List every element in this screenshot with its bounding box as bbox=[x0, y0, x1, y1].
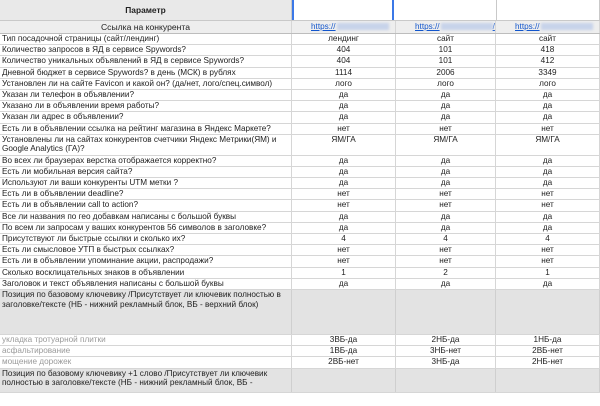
competitor-value-2[interactable]: 4 bbox=[396, 234, 496, 244]
competitor-link-1[interactable] bbox=[292, 21, 396, 33]
competitor-value-2[interactable]: да bbox=[396, 156, 496, 166]
link-suffix-2: / bbox=[492, 22, 495, 31]
parameter-label[interactable]: Указан ли телефон в объявлении? bbox=[0, 90, 292, 100]
competitor-value-1[interactable]: да bbox=[292, 156, 396, 166]
competitor-value-1[interactable]: нет bbox=[292, 256, 396, 266]
table-row bbox=[0, 256, 600, 267]
competitor-value-2[interactable]: 2 bbox=[396, 268, 496, 278]
table-row bbox=[0, 45, 600, 56]
competitor-value-2[interactable]: 3НБ-да bbox=[396, 357, 496, 367]
table-row bbox=[0, 34, 600, 45]
table-row bbox=[0, 369, 600, 393]
competitor-value-3[interactable]: 1НБ-да bbox=[496, 335, 600, 345]
competitor-value-2[interactable]: сайт bbox=[396, 34, 496, 44]
parameter-label[interactable]: Позиция по базовому ключевику /Присутствует ли ключевик полностью в заголовке/тексте (НБ - нижний рекламный блок, ВБ - верхний блок) bbox=[0, 290, 292, 334]
parameter-label[interactable]: Используют ли ваши конкуренты UTM метки ? bbox=[0, 178, 292, 188]
table-row bbox=[0, 357, 600, 368]
competitor-value-1[interactable] bbox=[292, 290, 396, 334]
parameter-label[interactable]: Присутствуют ли быстрые ссылки и сколько их? bbox=[0, 234, 292, 244]
parameter-label[interactable]: Установлены ли на сайтах конкурентов счетчики Яндекс Метрики(ЯМ) и Google Analytics (ГА)? bbox=[0, 135, 292, 155]
competitor-value-3[interactable]: да bbox=[496, 279, 600, 289]
competitor-link-2[interactable] bbox=[396, 21, 496, 33]
competitor-value-3[interactable]: да bbox=[496, 90, 600, 100]
competitor-value-1[interactable]: 404 bbox=[292, 56, 396, 66]
competitor-value-2[interactable]: нет bbox=[396, 200, 496, 210]
parameter-label[interactable]: Все ли названия по гео добавкам написаны с большой буквы bbox=[0, 212, 292, 222]
table-row bbox=[0, 135, 600, 156]
competitor-value-1[interactable] bbox=[292, 369, 396, 392]
competitor-value-1[interactable]: нет bbox=[292, 200, 396, 210]
parameter-label[interactable]: Есть ли в объявлении call to action? bbox=[0, 200, 292, 210]
competitor-value-1[interactable]: да bbox=[292, 112, 396, 122]
parameter-label[interactable]: Установлен ли на сайте Favicon и какой он? (да/нет, лого/спец.символ) bbox=[0, 79, 292, 89]
competitor-value-2[interactable]: ЯМ/ГА bbox=[396, 135, 496, 155]
table-row bbox=[0, 189, 600, 200]
parameter-label[interactable]: Дневной бюджет в сервисе Spywords? в день (МСК) в рублях bbox=[0, 68, 292, 78]
parameter-label[interactable]: Есть ли в объявлении deadline? bbox=[0, 189, 292, 199]
competitor-value-1[interactable]: да bbox=[292, 223, 396, 233]
competitor-value-2[interactable]: да bbox=[396, 212, 496, 222]
header-cell-3[interactable] bbox=[497, 0, 600, 20]
table-row bbox=[0, 346, 600, 357]
competitor-value-1[interactable]: 1 bbox=[292, 268, 396, 278]
competitor-value-1[interactable]: 2ВБ-нет bbox=[292, 357, 396, 367]
competitor-value-3[interactable]: 412 bbox=[496, 56, 600, 66]
selected-header-cell[interactable] bbox=[292, 0, 394, 20]
header-cell-2[interactable] bbox=[394, 0, 497, 20]
table-row bbox=[0, 156, 600, 167]
competitor-value-3[interactable]: 1 bbox=[496, 268, 600, 278]
table-row bbox=[0, 279, 600, 290]
competitor-value-3[interactable]: да bbox=[496, 156, 600, 166]
table-row bbox=[0, 335, 600, 346]
table-row bbox=[0, 79, 600, 90]
competitor-value-1[interactable]: лого bbox=[292, 79, 396, 89]
redacted-url-1 bbox=[337, 23, 389, 30]
table-row bbox=[0, 90, 600, 101]
parameter-label[interactable]: Есть ли мобильная версия сайта? bbox=[0, 167, 292, 177]
parameter-label[interactable]: укладка тротуарной плитки bbox=[0, 335, 292, 345]
table-row bbox=[0, 290, 600, 335]
competitor-value-3[interactable] bbox=[496, 369, 600, 392]
competitor-value-2[interactable]: нет bbox=[396, 189, 496, 199]
parameter-label[interactable]: Количество уникальных объявлений в ЯД в сервисе Spywords? bbox=[0, 56, 292, 66]
table-row bbox=[0, 223, 600, 234]
competitor-value-3[interactable]: сайт bbox=[496, 34, 600, 44]
competitor-value-2[interactable]: нет bbox=[396, 124, 496, 134]
competitor-value-2[interactable]: да bbox=[396, 279, 496, 289]
table-row bbox=[0, 178, 600, 189]
competitor-value-3[interactable]: да bbox=[496, 223, 600, 233]
competitor-value-1[interactable]: да bbox=[292, 178, 396, 188]
competitor-value-3[interactable]: лого bbox=[496, 79, 600, 89]
competitor-value-2[interactable] bbox=[396, 290, 496, 334]
competitor-value-1[interactable]: да bbox=[292, 279, 396, 289]
competitor-value-2[interactable]: да bbox=[396, 112, 496, 122]
competitor-value-3[interactable]: да bbox=[496, 178, 600, 188]
competitor-value-2[interactable]: 101 bbox=[396, 45, 496, 55]
redacted-url-2 bbox=[441, 23, 493, 30]
competitor-value-1[interactable]: 3ВБ-да bbox=[292, 335, 396, 345]
parameter-label[interactable]: Во всех ли браузерах верстка отображается корректно? bbox=[0, 156, 292, 166]
competitor-link-3[interactable] bbox=[496, 21, 600, 33]
competitor-value-3[interactable]: нет bbox=[496, 245, 600, 255]
competitor-value-3[interactable]: да bbox=[496, 112, 600, 122]
competitor-value-3[interactable]: 3349 bbox=[496, 68, 600, 78]
competitor-value-3[interactable]: да bbox=[496, 101, 600, 111]
competitor-value-1[interactable]: ЯМ/ГА bbox=[292, 135, 396, 155]
parameter-label[interactable]: Количество запросов в ЯД в сервисе Spywords? bbox=[0, 45, 292, 55]
parameter-label[interactable]: мощение дорожек bbox=[0, 357, 292, 367]
competitor-value-3[interactable]: нет bbox=[496, 189, 600, 199]
parameter-label[interactable]: Заголовок и текст объявления написаны с большой буквы bbox=[0, 279, 292, 289]
competitor-value-3[interactable]: нет bbox=[496, 200, 600, 210]
competitor-value-2[interactable]: нет bbox=[396, 245, 496, 255]
link-text-3: https:// bbox=[515, 22, 540, 31]
competitor-value-3[interactable]: 2НБ-нет bbox=[496, 357, 600, 367]
competitor-value-2[interactable]: да bbox=[396, 178, 496, 188]
competitor-value-2[interactable]: да bbox=[396, 101, 496, 111]
competitor-value-2[interactable]: 101 bbox=[396, 56, 496, 66]
competitor-value-1[interactable]: да bbox=[292, 167, 396, 177]
competitor-value-3[interactable] bbox=[496, 290, 600, 334]
competitor-value-2[interactable]: лого bbox=[396, 79, 496, 89]
link-text-1: https:// bbox=[311, 22, 336, 31]
competitor-link-row bbox=[0, 21, 600, 34]
competitor-value-2[interactable]: да bbox=[396, 167, 496, 177]
competitor-value-1[interactable]: нет bbox=[292, 189, 396, 199]
parameter-label[interactable]: Есть ли в объявлении упоминание акции, распродажи? bbox=[0, 256, 292, 266]
parameter-label[interactable]: Позиция по базовому ключевику +1 слово /Присутствует ли ключевик полностью в заголовке/тексте (НБ - нижний рекламный блок, ВБ - bbox=[0, 369, 292, 392]
parameter-rows bbox=[0, 34, 600, 393]
header-row bbox=[0, 0, 600, 21]
competitor-value-3[interactable]: ЯМ/ГА bbox=[496, 135, 600, 155]
competitor-value-1[interactable]: 1ВБ-да bbox=[292, 346, 396, 356]
competitor-value-1[interactable]: лендинг bbox=[292, 34, 396, 44]
redacted-url-3 bbox=[541, 23, 593, 30]
competitor-link-label[interactable]: Ссылка на конкурента bbox=[0, 21, 292, 33]
table-row bbox=[0, 234, 600, 245]
table-row bbox=[0, 167, 600, 178]
table-row bbox=[0, 245, 600, 256]
competitor-value-2[interactable]: да bbox=[396, 223, 496, 233]
competitor-value-1[interactable]: 404 bbox=[292, 45, 396, 55]
competitor-value-2[interactable]: нет bbox=[396, 256, 496, 266]
table-row bbox=[0, 68, 600, 79]
competitor-value-1[interactable]: 1114 bbox=[292, 68, 396, 78]
competitor-value-2[interactable] bbox=[396, 369, 496, 392]
competitor-value-2[interactable]: 2НБ-да bbox=[396, 335, 496, 345]
table-row bbox=[0, 56, 600, 67]
competitor-value-1[interactable]: да bbox=[292, 90, 396, 100]
competitor-value-1[interactable]: нет bbox=[292, 124, 396, 134]
parameter-label[interactable]: асфальтирование bbox=[0, 346, 292, 356]
parameter-label[interactable]: Указан ли адрес в объявлении? bbox=[0, 112, 292, 122]
table-row bbox=[0, 101, 600, 112]
table-row bbox=[0, 124, 600, 135]
competitor-value-3[interactable]: 4 bbox=[496, 234, 600, 244]
competitor-value-3[interactable]: нет bbox=[496, 124, 600, 134]
competitor-value-3[interactable]: да bbox=[496, 212, 600, 222]
competitor-value-3[interactable]: да bbox=[496, 167, 600, 177]
parameter-label[interactable]: Есть ли в объявлении ссылка на рейтинг магазина в Яндекс Маркете? bbox=[0, 124, 292, 134]
table-row bbox=[0, 112, 600, 123]
competitor-value-3[interactable]: 2ВБ-нет bbox=[496, 346, 600, 356]
parameter-label[interactable]: По всем ли запросам у ваших конкурентов 56 символов в заголовке? bbox=[0, 223, 292, 233]
parameter-label[interactable]: Указано ли в объявлении время работы? bbox=[0, 101, 292, 111]
table-row bbox=[0, 212, 600, 223]
competitor-value-3[interactable]: 418 bbox=[496, 45, 600, 55]
link-text-2: https:// bbox=[415, 22, 440, 31]
competitor-value-2[interactable]: 2006 bbox=[396, 68, 496, 78]
competitor-value-2[interactable]: да bbox=[396, 90, 496, 100]
parameter-header[interactable]: Параметр bbox=[0, 0, 292, 20]
competitor-value-1[interactable]: да bbox=[292, 212, 396, 222]
table-row bbox=[0, 268, 600, 279]
competitor-value-3[interactable]: нет bbox=[496, 256, 600, 266]
competitor-value-1[interactable]: да bbox=[292, 101, 396, 111]
table-row bbox=[0, 200, 600, 211]
parameter-label[interactable]: Сколько восклицательных знаков в объявлении bbox=[0, 268, 292, 278]
competitor-value-1[interactable]: 4 bbox=[292, 234, 396, 244]
parameter-label[interactable]: Тип посадочной страницы (сайт/лендинг) bbox=[0, 34, 292, 44]
competitor-value-1[interactable]: нет bbox=[292, 245, 396, 255]
parameter-label[interactable]: Есть ли смысловое УТП в быстрых ссылках? bbox=[0, 245, 292, 255]
competitor-value-2[interactable]: 3НБ-нет bbox=[396, 346, 496, 356]
